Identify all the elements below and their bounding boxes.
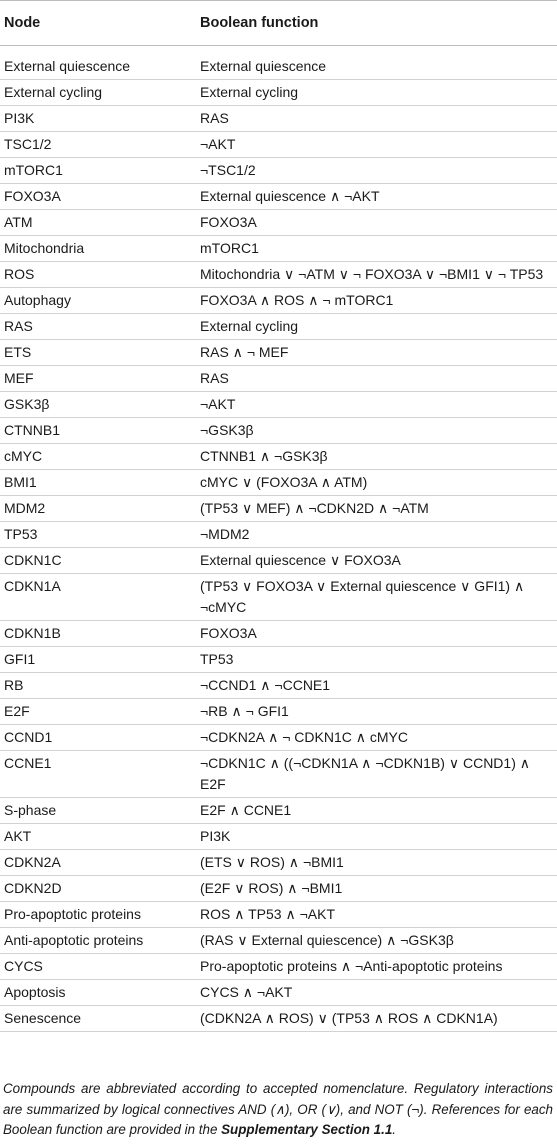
- node-cell: GFI1: [4, 651, 36, 667]
- table-row: [0, 647, 557, 673]
- node-cell: CDKN2D: [4, 880, 62, 896]
- node-cell: MEF: [4, 370, 34, 386]
- function-cell: FOXO3A: [200, 214, 257, 230]
- table-row: [0, 366, 557, 392]
- node-cell: TSC1/2: [4, 136, 52, 152]
- table-row: [0, 80, 557, 106]
- node-cell: External quiescence: [4, 58, 131, 74]
- function-cell: ¬CDKN2A ∧ ¬ CDKN1C ∧ cMYC: [200, 729, 408, 745]
- function-cell: (RAS ∨ External quiescence) ∧ ¬GSK3β: [200, 932, 454, 948]
- table-row: [0, 751, 557, 798]
- table-row: [0, 288, 557, 314]
- node-cell: CTNNB1: [4, 422, 61, 438]
- table-row: [0, 444, 557, 470]
- function-cell: (ETS ∨ ROS) ∧ ¬BMI1: [200, 854, 344, 870]
- function-cell: Mitochondria ∨ ¬ATM ∨ ¬ FOXO3A ∨ ¬BMI1 ∨ ¬ TP53: [200, 266, 544, 282]
- node-cell: CDKN1A: [4, 578, 61, 594]
- function-cell: ROS ∧ TP53 ∧ ¬AKT: [200, 906, 336, 922]
- function-cell: External quiescence: [200, 58, 327, 74]
- function-cell: RAS: [200, 110, 229, 126]
- table-row: [0, 158, 557, 184]
- node-cell: GSK3β: [4, 396, 50, 412]
- node-cell: External cycling: [4, 84, 103, 100]
- node-cell: Senescence: [4, 1010, 82, 1026]
- node-cell: Anti-apoptotic proteins: [4, 932, 144, 948]
- table-row: [0, 236, 557, 262]
- table-row: [0, 184, 557, 210]
- function-cell: (E2F ∨ ROS) ∧ ¬BMI1: [200, 880, 343, 896]
- table-row: [0, 262, 557, 288]
- table-row: [0, 980, 557, 1006]
- function-cell: RAS ∧ ¬ MEF: [200, 344, 289, 360]
- function-cell: RAS: [200, 370, 229, 386]
- table-row: [0, 106, 557, 132]
- table-row: [0, 522, 557, 548]
- node-cell: AKT: [4, 828, 32, 844]
- table-caption: [3, 1079, 553, 1141]
- function-cell: ¬TSC1/2: [200, 162, 256, 178]
- table-row: [0, 850, 557, 876]
- node-cell: Autophagy: [4, 292, 71, 308]
- table-row: [0, 876, 557, 902]
- table-row: [0, 496, 557, 522]
- table-row: [0, 1006, 557, 1032]
- table-row: [0, 132, 557, 158]
- table-header: [0, 0, 557, 46]
- table-row: [0, 340, 557, 366]
- function-cell: ¬AKT: [200, 396, 236, 412]
- function-cell: TP53: [200, 651, 234, 667]
- function-cell: External cycling: [200, 318, 299, 334]
- table-row: [0, 824, 557, 850]
- node-cell: CCND1: [4, 729, 53, 745]
- table-row: [0, 725, 557, 751]
- node-cell: TP53: [4, 526, 38, 542]
- caption-end: .: [392, 1122, 397, 1137]
- node-cell: mTORC1: [4, 162, 63, 178]
- node-cell: CDKN2A: [4, 854, 61, 870]
- table-row: [0, 621, 557, 647]
- node-cell: S-phase: [4, 802, 57, 818]
- table-row: [0, 470, 557, 496]
- node-cell: ETS: [4, 344, 32, 360]
- node-cell: CDKN1B: [4, 625, 61, 641]
- function-cell: PI3K: [200, 828, 231, 844]
- function-cell: External quiescence ∨ FOXO3A: [200, 552, 401, 568]
- function-cell: ¬GSK3β: [200, 422, 254, 438]
- function-cell: FOXO3A ∧ ROS ∧ ¬ mTORC1: [200, 292, 394, 308]
- function-cell: External cycling: [200, 84, 299, 100]
- table-body: [0, 46, 557, 1032]
- table-row: [0, 798, 557, 824]
- node-cell: cMYC: [4, 448, 43, 464]
- node-cell: MDM2: [4, 500, 46, 516]
- node-cell: CYCS: [4, 958, 43, 974]
- function-cell: E2F ∧ CCNE1: [200, 802, 292, 818]
- node-cell: ROS: [4, 266, 35, 282]
- table-row: [0, 54, 557, 80]
- function-cell: External quiescence ∧ ¬AKT: [200, 188, 380, 204]
- function-cell: mTORC1: [200, 240, 259, 256]
- node-cell: RAS: [4, 318, 33, 334]
- function-cell: (TP53 ∨ MEF) ∧ ¬CDKN2D ∧ ¬ATM: [200, 500, 429, 516]
- node-cell: RB: [4, 677, 24, 693]
- function-cell: ¬RB ∧ ¬ GFI1: [200, 703, 289, 719]
- caption-text: Compounds are abbreviated according to accepted nomenclature. Regulatory interactions are summarized by logical connectives AND (∧), OR (∨), and NOT (¬). References for each Boolean function are provided in the: [3, 1081, 553, 1137]
- function-cell: ¬CCND1 ∧ ¬CCNE1: [200, 677, 331, 693]
- node-cell: E2F: [4, 703, 30, 719]
- function-cell: FOXO3A: [200, 625, 257, 641]
- header-function: Boolean function: [200, 15, 319, 31]
- table-row: [0, 548, 557, 574]
- function-cell: (CDKN2A ∧ ROS) ∨ (TP53 ∧ ROS ∧ CDKN1A): [200, 1010, 498, 1026]
- function-cell: ¬MDM2: [200, 526, 250, 542]
- table-row: [0, 928, 557, 954]
- table-row: [0, 954, 557, 980]
- function-cell: ¬CDKN1C ∧ ((¬CDKN1A ∧ ¬CDKN1B) ∨ CCND1) ∧ E2F: [200, 755, 530, 792]
- function-cell: CTNNB1 ∧ ¬GSK3β: [200, 448, 328, 464]
- node-cell: Mitochondria: [4, 240, 85, 256]
- table-row: [0, 699, 557, 725]
- node-cell: PI3K: [4, 110, 35, 126]
- table-row: [0, 314, 557, 340]
- table-row: [0, 902, 557, 928]
- node-cell: FOXO3A: [4, 188, 61, 204]
- table-row: [0, 574, 557, 621]
- node-cell: CDKN1C: [4, 552, 62, 568]
- function-cell: Pro-apoptotic proteins ∧ ¬Anti-apoptotic proteins: [200, 958, 503, 974]
- table-row: [0, 418, 557, 444]
- node-cell: CCNE1: [4, 755, 52, 771]
- node-cell: Pro-apoptotic proteins: [4, 906, 141, 922]
- node-cell: BMI1: [4, 474, 37, 490]
- node-cell: Apoptosis: [4, 984, 66, 1000]
- function-cell: CYCS ∧ ¬AKT: [200, 984, 293, 1000]
- header-node: Node: [4, 15, 41, 31]
- caption-link[interactable]: Supplementary Section 1.1: [221, 1122, 393, 1137]
- table-row: [0, 673, 557, 699]
- function-cell: (TP53 ∨ FOXO3A ∨ External quiescence ∨ GFI1) ∧ ¬cMYC: [200, 578, 525, 615]
- node-cell: ATM: [4, 214, 33, 230]
- table-row: [0, 392, 557, 418]
- table-row: [0, 210, 557, 236]
- function-cell: cMYC ∨ (FOXO3A ∧ ATM): [200, 474, 368, 490]
- function-cell: ¬AKT: [200, 136, 236, 152]
